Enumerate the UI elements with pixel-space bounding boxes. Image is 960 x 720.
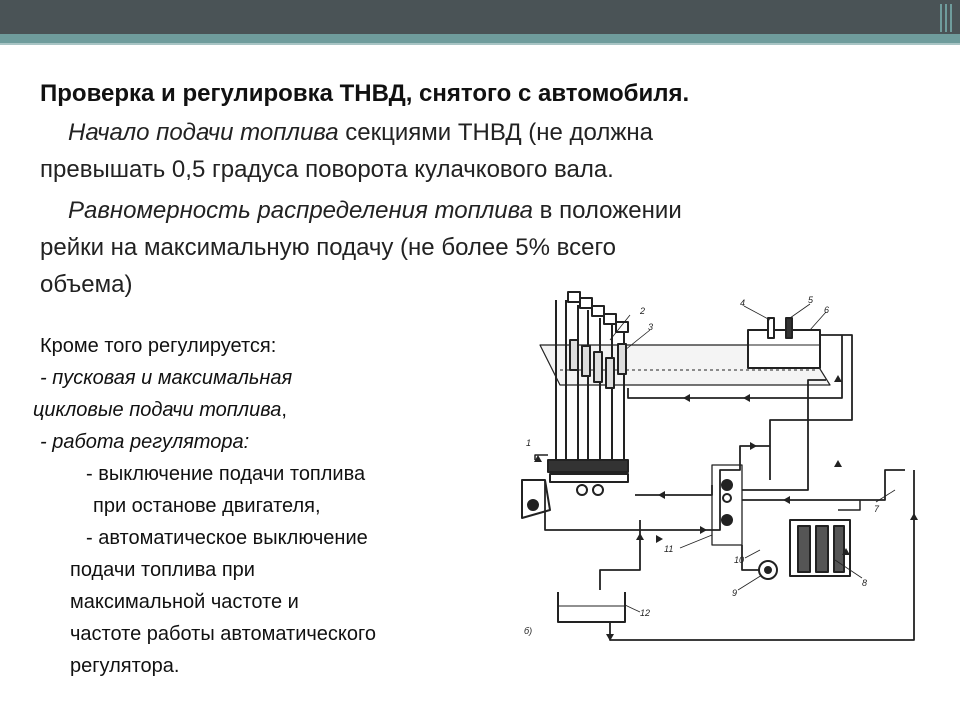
sub-item-cont: частоте работы автоматического	[70, 623, 377, 645]
fuel-tank	[558, 592, 625, 622]
battery	[790, 520, 850, 576]
list-item: - пусковая и максимальная	[40, 367, 293, 389]
list-intro: Кроме того регулируется:	[40, 335, 277, 357]
emphasis-injection-start: Начало подачи топлива	[68, 119, 339, 146]
return-tank	[748, 318, 820, 368]
label-b: б)	[524, 626, 533, 636]
paragraph-injection-start: Начало подачи топлива секциями ТНВД (не должна превышать 0,5 градуса поворота кулачкового вала.	[40, 119, 654, 183]
label-11: 11	[664, 544, 674, 554]
label-8: 8	[862, 578, 868, 588]
emphasis-uniformity: Равномерность распределения топлива	[68, 197, 533, 224]
accent-line	[0, 43, 960, 45]
sub-item-cont: регулятора.	[70, 655, 180, 677]
label-6: 6	[824, 305, 830, 315]
label-2: 2	[640, 306, 646, 316]
accent-bar	[0, 34, 960, 43]
fuel-filter	[712, 465, 742, 545]
list-item: - работа регулятора:	[40, 431, 250, 453]
slide-title: Проверка и регулировка ТНВД, снятого с автомобиля.	[40, 80, 690, 107]
sub-item: - автоматическое выключение	[86, 527, 368, 549]
fuel-system-diagram	[505, 282, 930, 654]
label-10: 10	[734, 555, 745, 565]
label-7: 7	[874, 504, 880, 514]
sub-item-cont: максимальной частоте и	[70, 591, 299, 613]
injection-pump	[548, 292, 628, 495]
label-4: 4	[740, 298, 746, 308]
corner-mark	[938, 4, 952, 32]
list-item-cont: цикловые подачи топлива,	[33, 399, 287, 421]
label-12: 12	[640, 608, 651, 618]
sub-item-cont: при останове двигателя,	[93, 495, 321, 517]
sub-item: - выключение подачи топлива	[86, 463, 366, 485]
paragraph-uniformity: Равномерность распределения топлива в положении рейки на максимальную подачу (не более 5% всего объема)	[40, 197, 682, 298]
label-9: 9	[732, 588, 738, 598]
label-1: 1	[526, 438, 532, 448]
top-bar	[0, 0, 960, 34]
label-5: 5	[808, 295, 814, 305]
label-3: 3	[648, 322, 654, 332]
sub-item-cont: подачи топлива при	[70, 559, 255, 581]
